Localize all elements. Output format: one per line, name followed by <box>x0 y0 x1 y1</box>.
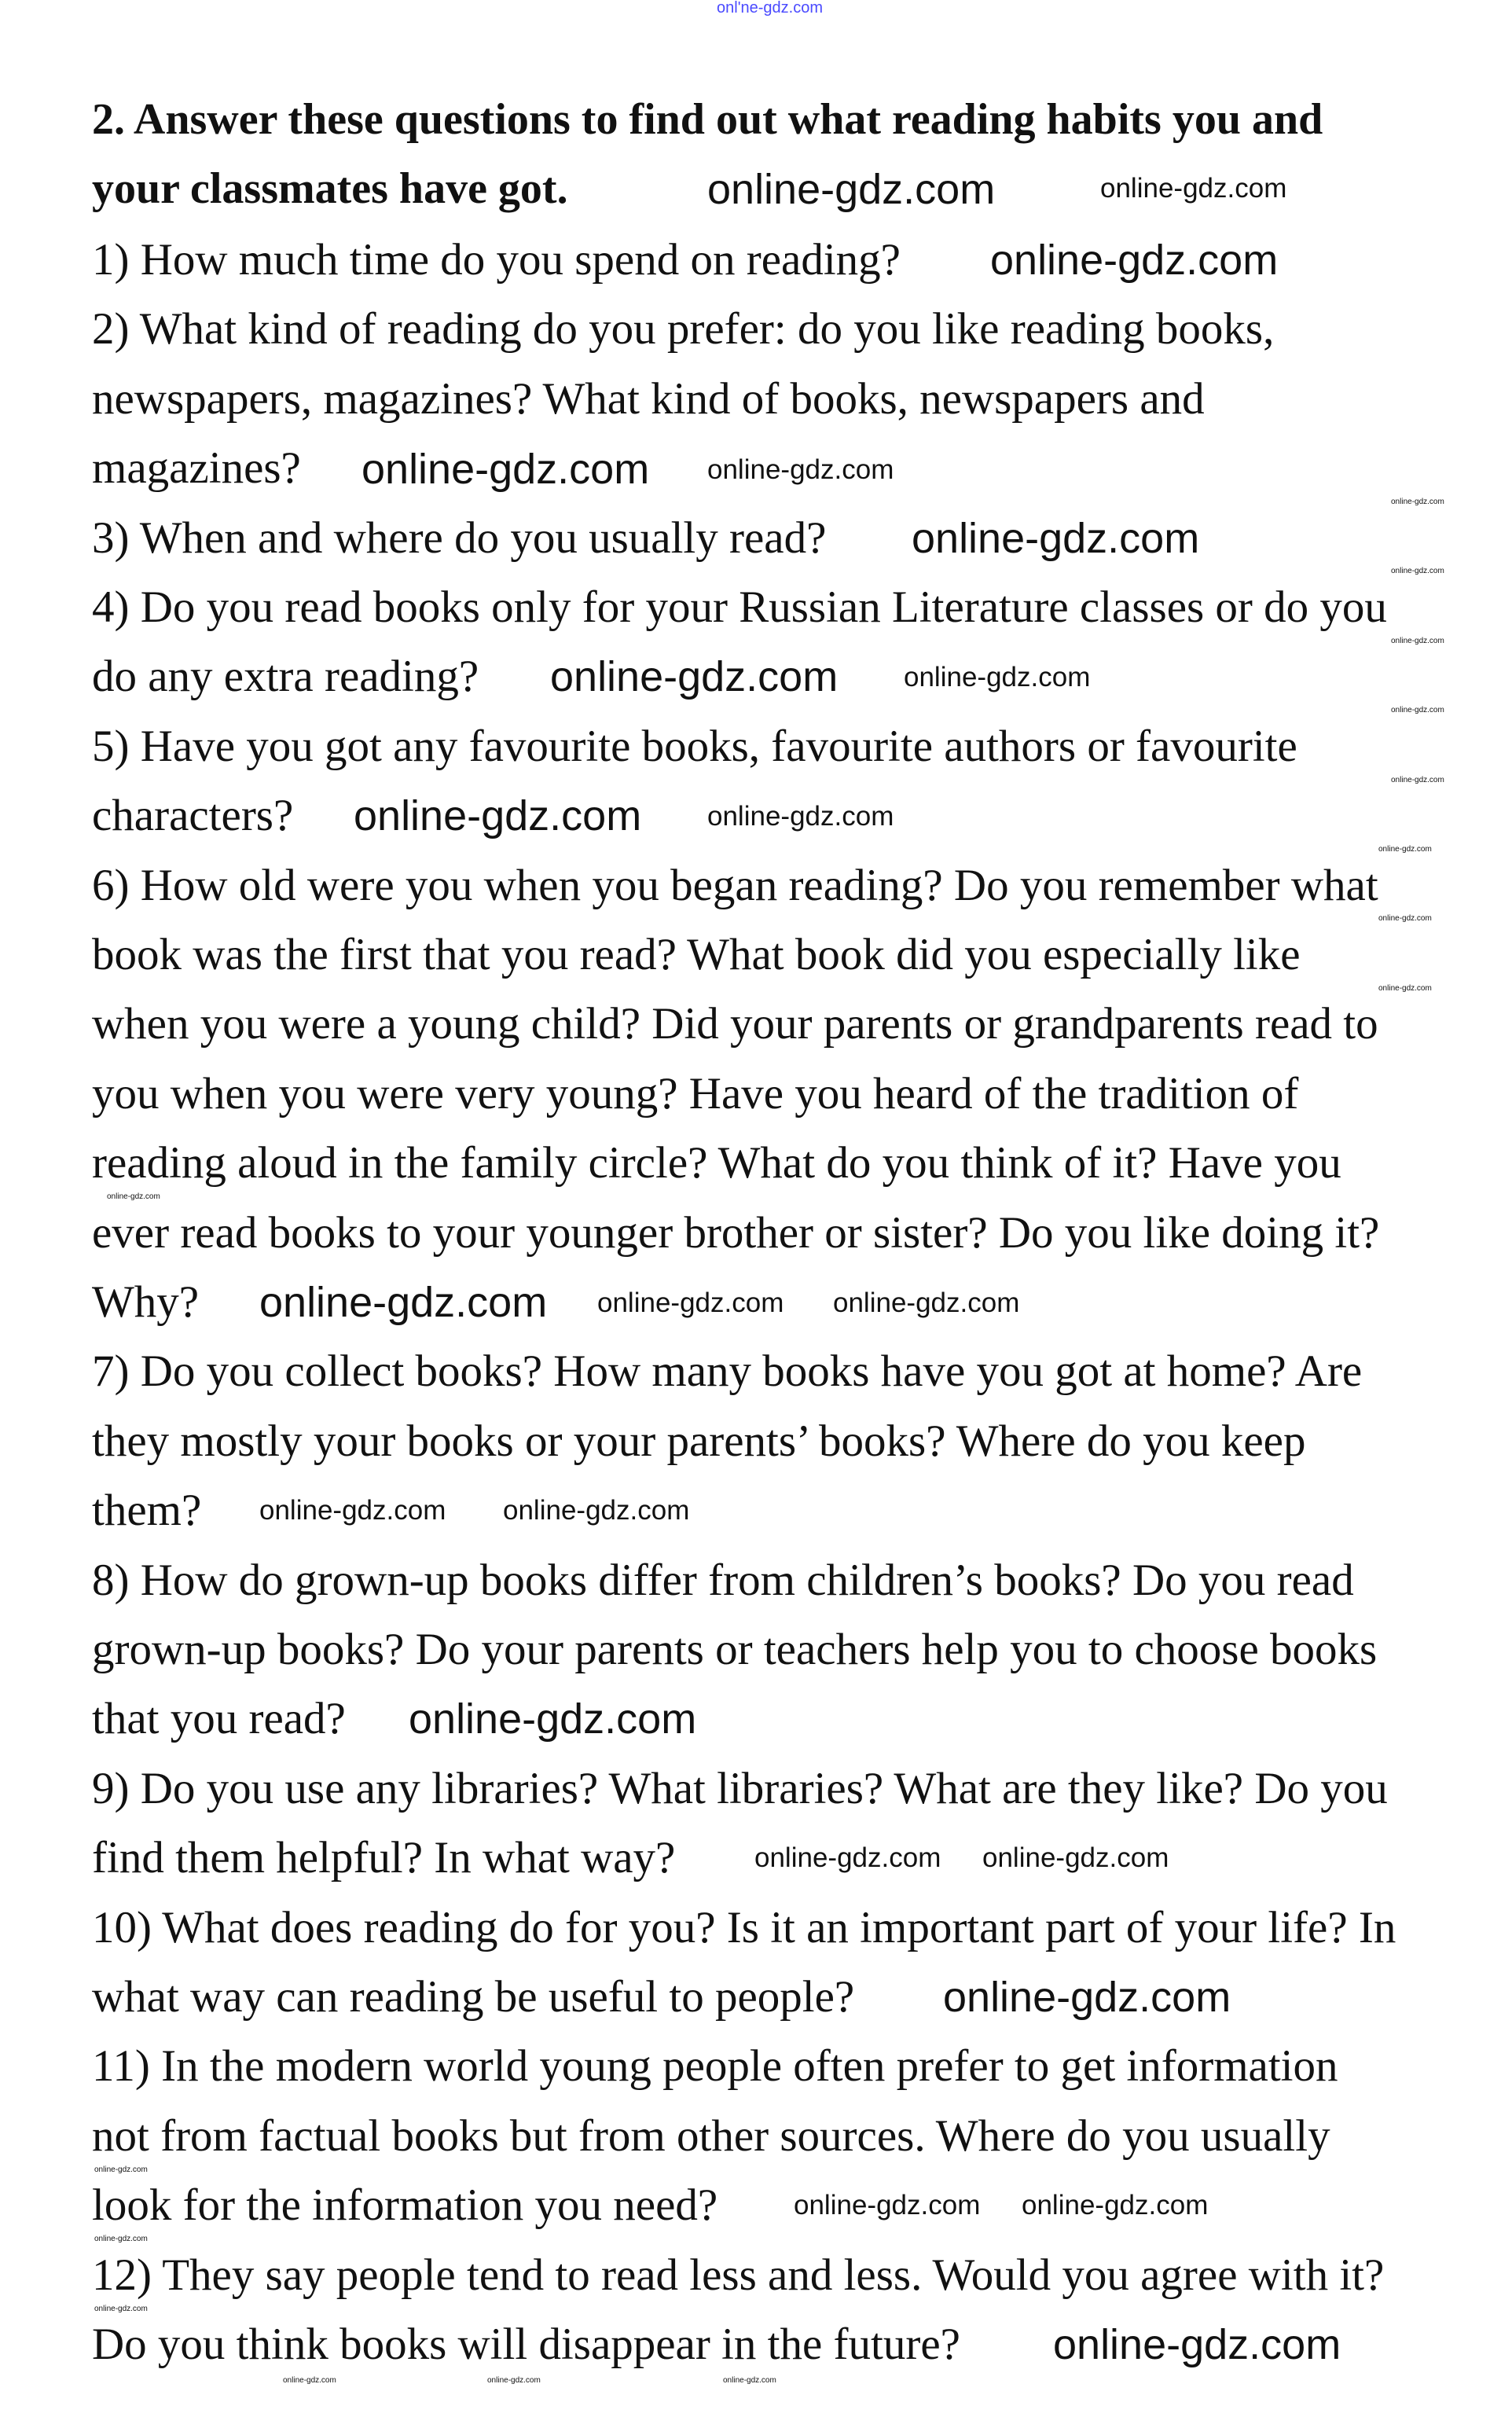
question-text-line: 5) Have you got any favourite books, favourite authors or favourite <box>92 721 1297 771</box>
watermark: online-gdz.com <box>754 1842 941 1873</box>
question-text-line: what way can reading be useful to people? <box>92 1972 855 2022</box>
question-text-line: 4) Do you read books only for your Russian Literature classes or do you <box>92 582 1387 632</box>
question-text-line: 11) In the modern world young people often prefer to get information <box>92 2041 1338 2092</box>
question-text-line: that you read? <box>92 1694 346 1744</box>
watermark: online-gdz.com <box>1391 637 1444 645</box>
question-text-line: them? <box>92 1486 202 1536</box>
watermark: online-gdz.com <box>1391 706 1444 714</box>
watermark: online-gdz.com <box>361 446 650 493</box>
exercise-heading-line-2: your classmates have got. <box>92 164 568 213</box>
question-text-line: ever read books to your younger brother or sister? Do you like doing it? <box>92 1207 1380 1258</box>
watermark: online-gdz.com <box>1053 2321 1341 2368</box>
watermark: onl'ne-gdz.com <box>717 0 823 17</box>
watermark: online-gdz.com <box>1378 845 1432 854</box>
watermark: online-gdz.com <box>354 792 642 839</box>
watermark: online-gdz.com <box>912 515 1200 562</box>
watermark: online-gdz.com <box>1100 173 1287 204</box>
question-text-line: 1) How much time do you spend on reading? <box>92 235 901 285</box>
question-text-line: 10) What does reading do for you? Is it an important part of your life? In <box>92 1902 1396 1952</box>
question-text-line: 3) When and where do you usually read? <box>92 512 827 563</box>
watermark: online-gdz.com <box>1022 2190 1209 2220</box>
question-text-line: not from factual books but from other sources. Where do you usually <box>92 2110 1330 2161</box>
watermark: online-gdz.com <box>1378 914 1432 923</box>
question-text-line: 9) Do you use any libraries? What libraries? What are they like? Do you <box>92 1763 1388 1813</box>
watermark: online-gdz.com <box>707 454 894 485</box>
watermark: online-gdz.com <box>904 662 1091 692</box>
question-text-line: you when you were very young? Have you heard of the tradition of <box>92 1068 1299 1118</box>
watermark: online-gdz.com <box>597 1287 784 1318</box>
question-text-line: look for the information you need? <box>92 2180 718 2231</box>
question-text-line: characters? <box>92 791 294 841</box>
watermark: online-gdz.com <box>409 1695 697 1743</box>
question-text-line: newspapers, magazines? What kind of books, newspapers and <box>92 373 1205 424</box>
exercise-heading-line-1: 2. Answer these questions to find out what reading habits you and <box>92 95 1323 144</box>
watermark: online-gdz.com <box>707 801 894 832</box>
watermark: online-gdz.com <box>94 2165 148 2174</box>
question-text-line: magazines? <box>92 443 301 494</box>
watermark: online-gdz.com <box>107 1192 160 1201</box>
question-text-line: 7) Do you collect books? How many books have you got at home? Are <box>92 1346 1363 1397</box>
watermark: online-gdz.com <box>707 166 996 213</box>
watermark: online-gdz.com <box>94 2305 148 2313</box>
watermark: online-gdz.com <box>503 1495 690 1526</box>
question-text-line: they mostly your books or your parents’ books? Where do you keep <box>92 1416 1306 1466</box>
question-text-line: Why? <box>92 1277 200 1327</box>
watermark: online-gdz.com <box>833 1287 1020 1318</box>
watermark: online-gdz.com <box>550 653 839 700</box>
watermark: online-gdz.com <box>990 237 1279 284</box>
question-text-line: Do you think books will disappear in the future? <box>92 2320 960 2369</box>
question-text-line: book was the first that you read? What book did you especially like <box>92 930 1301 979</box>
watermark: online-gdz.com <box>1378 984 1432 993</box>
question-text-line: when you were a young child? Did your parents or grandparents read to <box>92 999 1378 1049</box>
watermark: online-gdz.com <box>1391 776 1444 784</box>
watermark: online-gdz.com <box>259 1279 548 1326</box>
watermark: online-gdz.com <box>1391 567 1444 575</box>
watermark: online-gdz.com <box>794 2190 981 2220</box>
watermark: online-gdz.com <box>94 2235 148 2243</box>
question-text-line: 12) They say people tend to read less and less. Would you agree with it? <box>92 2250 1385 2300</box>
watermark: online-gdz.com <box>259 1495 446 1526</box>
watermark: online-gdz.com <box>487 2376 541 2385</box>
question-text-line: 6) How old were you when you began reading? Do you remember what <box>92 860 1378 910</box>
watermark: online-gdz.com <box>1391 498 1444 506</box>
watermark: online-gdz.com <box>982 1842 1169 1873</box>
question-text-line: grown-up books? Do your parents or teachers help you to choose books <box>92 1625 1378 1674</box>
watermark: online-gdz.com <box>723 2376 776 2385</box>
question-text-line: 2) What kind of reading do you prefer: do you like reading books, <box>92 304 1275 354</box>
watermark: online-gdz.com <box>283 2376 336 2385</box>
watermark: online-gdz.com <box>943 1974 1231 2021</box>
question-text-line: reading aloud in the family circle? What do you think of it? Have you <box>92 1138 1341 1188</box>
question-text-line: do any extra reading? <box>92 652 479 702</box>
question-text-line: find them helpful? In what way? <box>92 1833 676 1883</box>
question-text-line: 8) How do grown-up books differ from children’s books? Do you read <box>92 1555 1354 1605</box>
